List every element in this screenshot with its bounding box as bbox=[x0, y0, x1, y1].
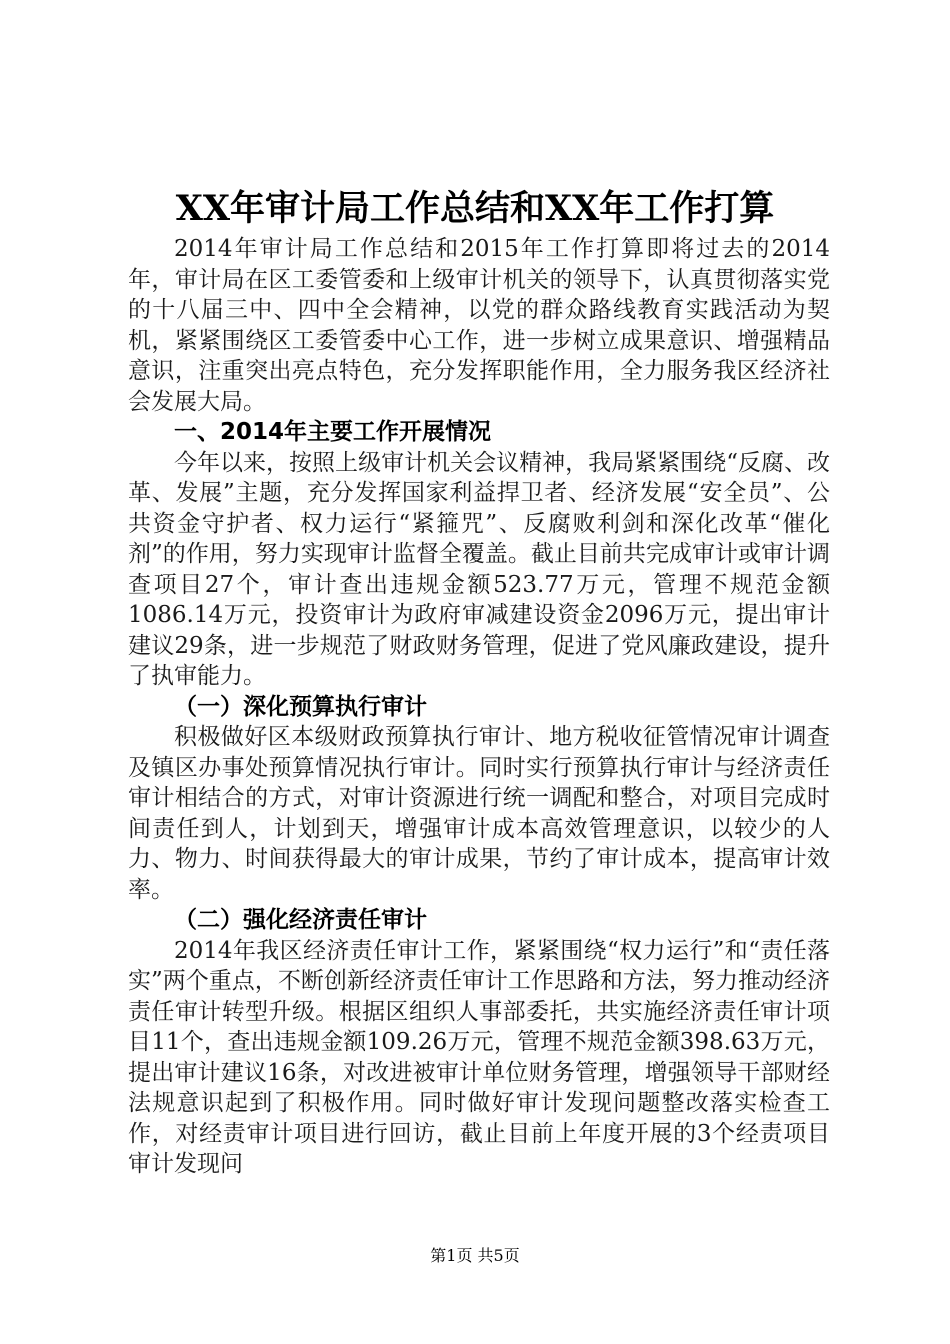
document-body bbox=[128, 234, 830, 1180]
section-heading-1: 一、2014年主要工作开展情况 bbox=[174, 419, 492, 445]
subsection-2-paragraph: 2014年我区经济责任审计工作，紧紧围绕“权力运行”和“责任落实”两个重点，不断创新经济责任审计工作思路和方法，努力推动经济责任审计转型升级。根据区组织人事部委托，共实施经济责任审计项目11个，查出违规金额109.26万元，管理不规范金额398.63万元，提出审计建议16条，对改进被审计单位财务管理，增强领导干部财经法规意识起到了积极作用。同时做好审计发现问题整改落实检查工作，对经责审计项目进行回访，截止目前上年度开展的3个经责项目审计发现问 bbox=[128, 937, 830, 1177]
page-number-footer: 第1页 共5页 bbox=[430, 1246, 520, 1265]
subsection-heading-1: （一）深化预算执行审计 bbox=[174, 693, 427, 720]
subsection-1-paragraph: 积极做好区本级财政预算执行审计、地方税收征管情况审计调查及镇区办事处预算情况执行审计。同时实行预算执行审计与经济责任审计相结合的方式，对审计资源进行统一调配和整合，对项目完成时间责任到人，计划到天，增强审计成本高效管理意识，以较少的人力、物力、时间获得最大的审计成果，节约了审计成本，提高审计效率。 bbox=[128, 724, 830, 903]
subsection-heading-2: （二）强化经济责任审计 bbox=[174, 907, 427, 933]
document-title: XX年审计局工作总结和XX年工作打算 bbox=[175, 188, 775, 229]
section-1-paragraph: 今年以来，按照上级审计机关会议精神，我局紧紧围绕“反腐、改革、发展”主题，充分发挥国家利益捍卫者、经济发展“安全员”、公共资金守护者、权力运行“紧箍咒”、反腐败利剑和深化改革“催化剂”的作用，努力实现审计监督全覆盖。截止目前共完成审计或审计调查项目27个，审计查出违规金额523.77万元，管理不规范金额1086.14万元，投资审计为政府审减建设资金2096万元，提出审计建议29条，进一步规范了财政财务管理，促进了党风廉政建设，提升了执审能力。 bbox=[128, 449, 830, 689]
intro-paragraph: 2014年审计局工作总结和2015年工作打算即将过去的2014年，审计局在区工委管委和上级审计机关的领导下，认真贯彻落实党的十八届三中、四中全会精神，以党的群众路线教育实践活动为契机，紧紧围绕区工委管委中心工作，进一步树立成果意识、增强精品意识，注重突出亮点特色，充分发挥职能作用，全力服务我区经济社会发展大局。 bbox=[128, 236, 830, 415]
